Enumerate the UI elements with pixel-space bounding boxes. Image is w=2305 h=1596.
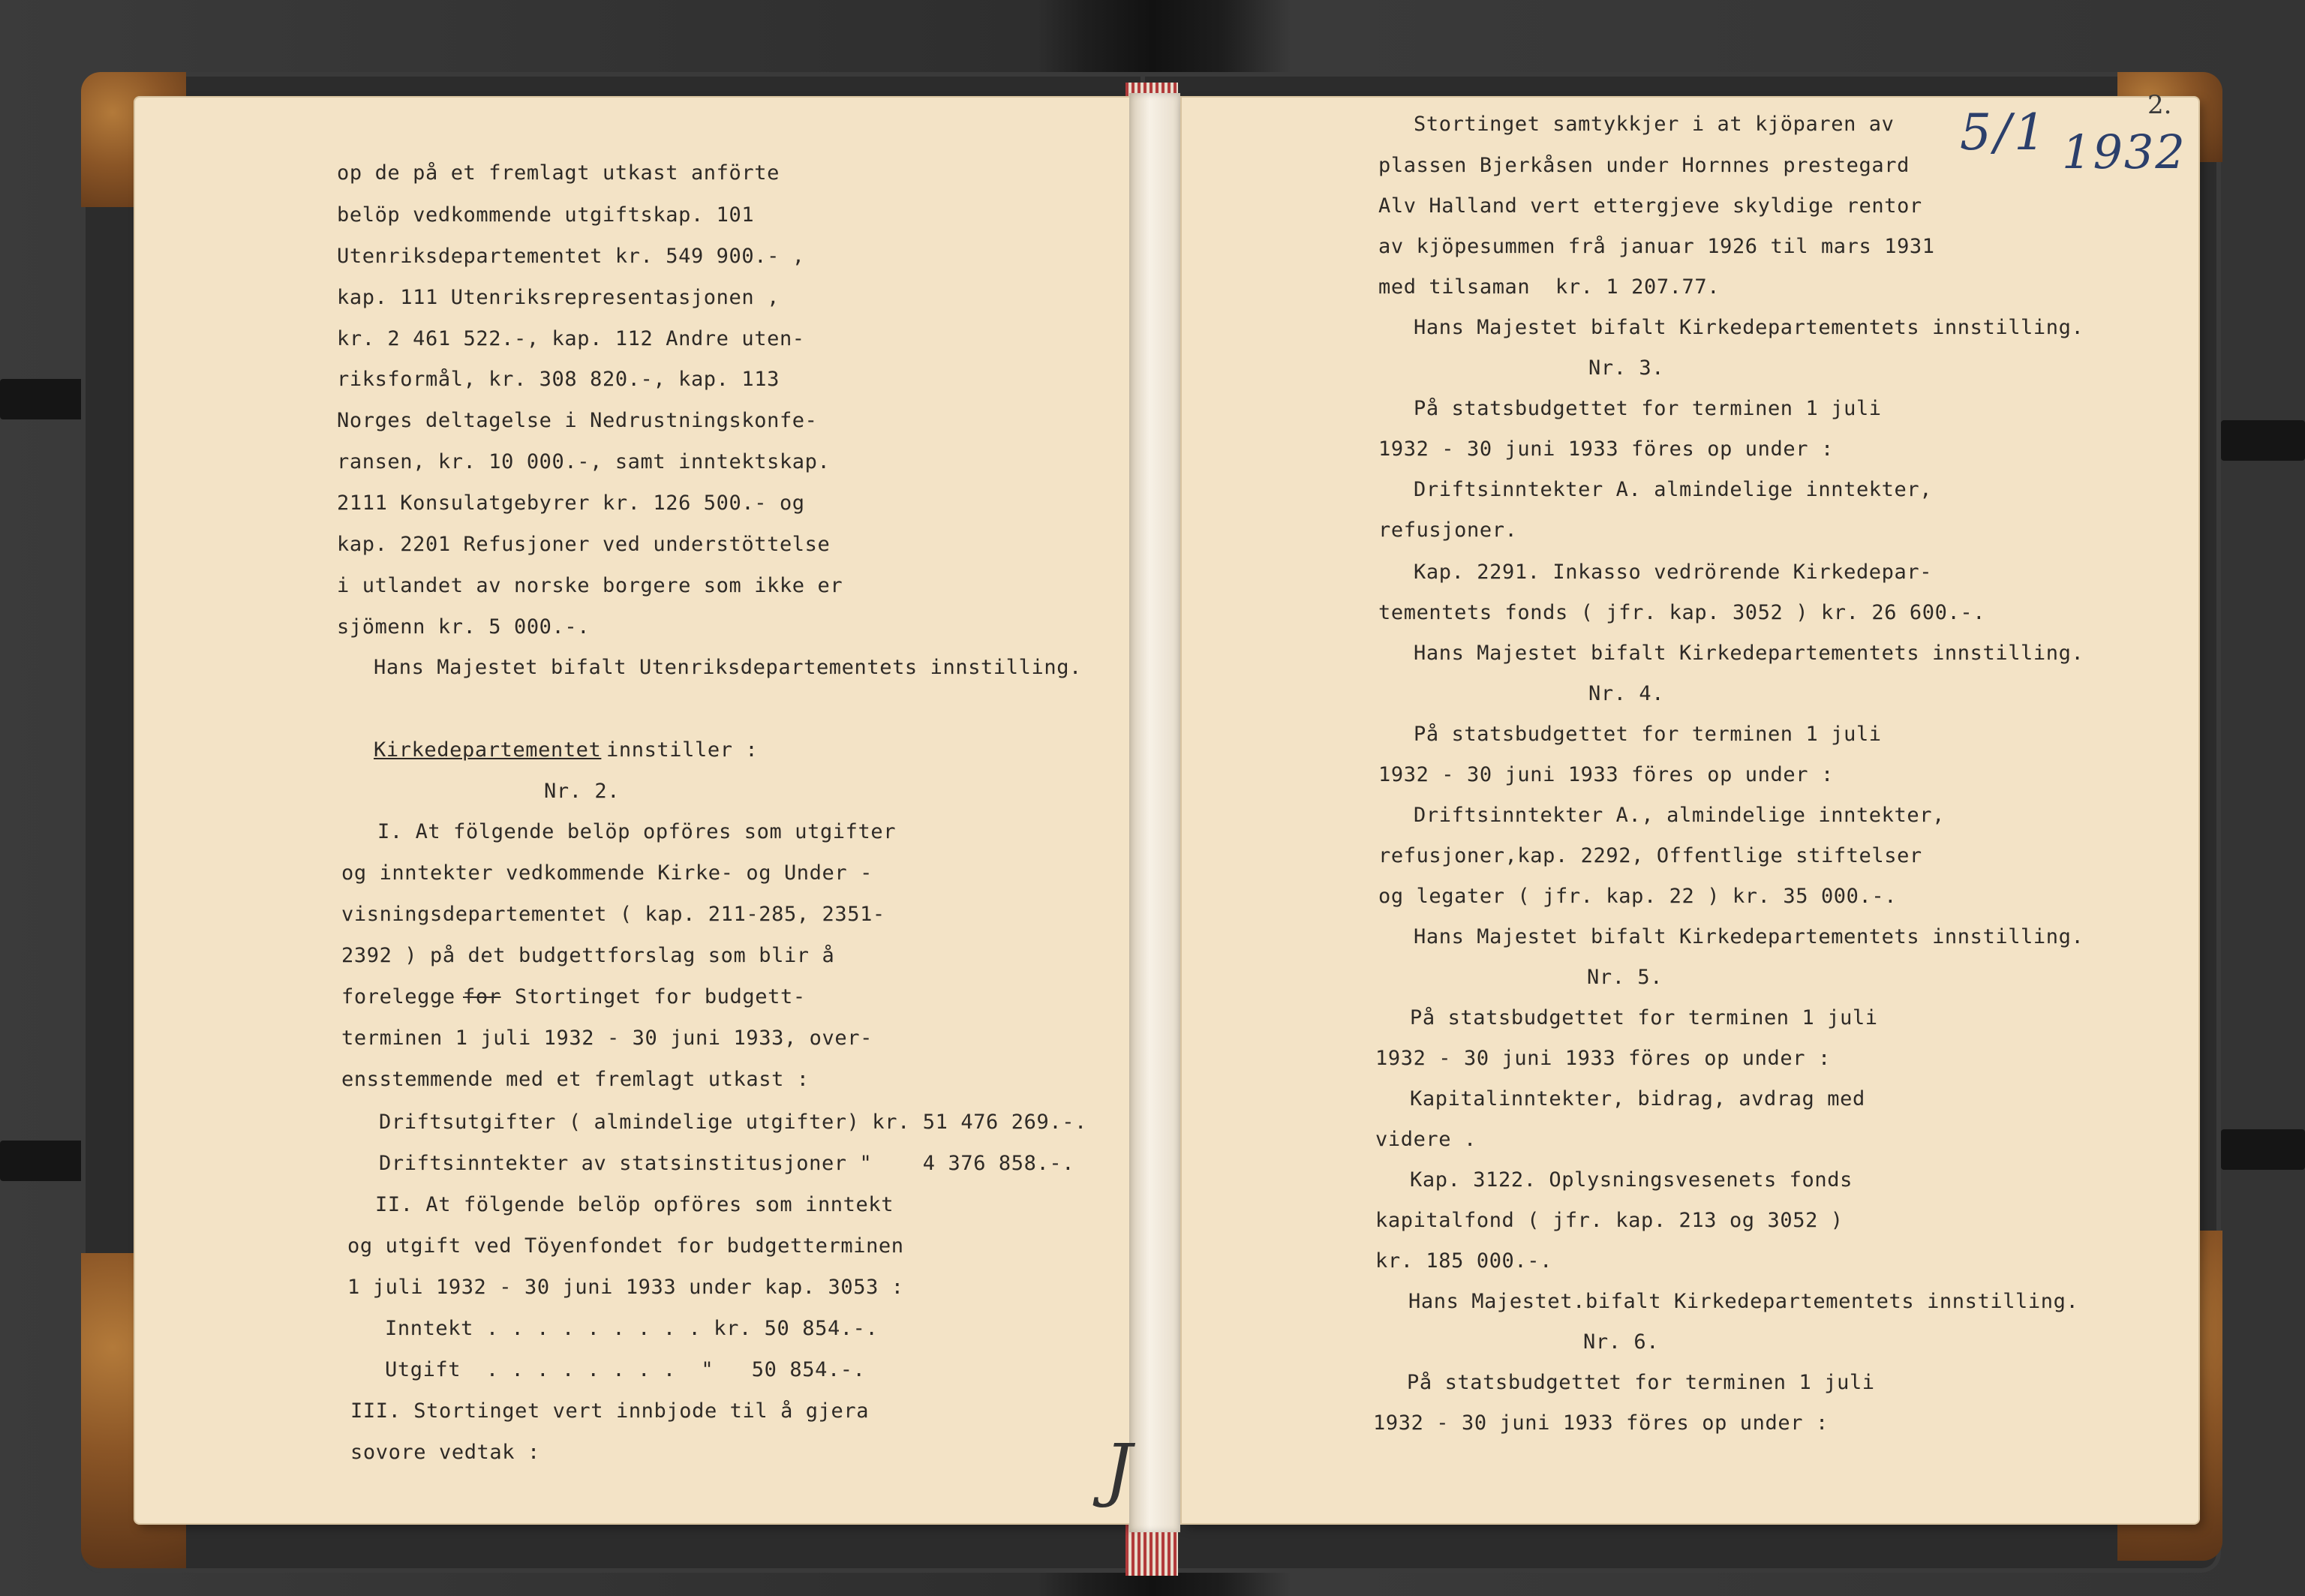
text-line: Driftsinntekter A. almindelige inntekter,: [1414, 478, 1933, 501]
text-line: og legater ( jfr. kap. 22 ) kr. 35 000.-.: [1378, 885, 1898, 908]
text-line: kr. 2 461 522.-, kap. 112 Andre uten-: [337, 327, 805, 350]
text-line: Hans Majestet bifalt Kirkedepartementets innstilling.: [1414, 316, 2084, 339]
text-line: Norges deltagelse i Nedrustningskonfe-: [337, 409, 818, 432]
text-line: Stortinget samtykkjer i at kjöparen av: [1414, 113, 1895, 136]
text-line: Kap. 3122. Oplysningsvesenets fonds: [1410, 1168, 1853, 1192]
text-line: kap. 111 Utenriksrepresentasjonen ,: [337, 286, 780, 309]
text-line: Kapitalinntekter, bidrag, avdrag med: [1410, 1087, 1865, 1111]
left-page-text: [135, 98, 1133, 1523]
right-page-text: [1182, 98, 2198, 1523]
page-gutter: [1129, 93, 1180, 1532]
text-line: kapitalfond ( jfr. kap. 213 og 3052 ): [1375, 1209, 1844, 1232]
section-number: Nr. 4.: [1588, 682, 1665, 705]
text-line: Alv Halland vert ettergjeve skyldige rentor: [1378, 194, 1922, 218]
text-line: sovore vedtak :: [350, 1441, 540, 1464]
struck-word: for: [463, 985, 501, 1008]
text-line: videre .: [1375, 1128, 1477, 1151]
text-line: 1932 - 30 juni 1933 föres op under :: [1373, 1411, 1829, 1435]
text-line: Hans Majestet bifalt Utenriksdepartementets innstilling.: [374, 656, 1082, 679]
text-line: Driftsutgifter ( almindelige utgifter) kr. 51 476 269.-.: [379, 1111, 1087, 1134]
right-page: [1182, 98, 2198, 1523]
text-line: II. At fölgende belöp opföres som inntekt: [375, 1193, 894, 1216]
text-line: På statsbudgettet for terminen 1 juli: [1414, 723, 1882, 746]
text-line: med tilsaman kr. 1 207.77.: [1378, 275, 1720, 299]
book-strap: [2221, 420, 2305, 461]
heading-kirkedepartementet: Kirkedepartementet: [374, 738, 602, 762]
section-number: Nr. 6.: [1583, 1330, 1660, 1354]
text-line: Utgift . . . . . . . . " 50 854.-.: [385, 1358, 866, 1381]
text-line: ransen, kr. 10 000.-, samt inntektskap.: [337, 450, 831, 473]
text-line: Utenriksdepartementet kr. 549 900.- ,: [337, 245, 805, 268]
text-line: Inntekt . . . . . . . . . kr. 50 854.-.: [385, 1317, 879, 1340]
section-number: Nr. 5.: [1587, 966, 1663, 989]
text-line: Kap. 2291. Inkasso vedrörende Kirkedepar-: [1414, 561, 1933, 584]
section-number: Nr. 2.: [544, 780, 621, 803]
text-line: 2111 Konsulatgebyrer kr. 126 500.- og: [337, 491, 805, 515]
text-line: Hans Majestet bifalt Kirkedepartementets innstilling.: [1414, 925, 2084, 948]
text-line: Stortinget for budgett-: [515, 985, 806, 1008]
text-line: forelegge: [341, 985, 455, 1008]
text-line: sjömenn kr. 5 000.-.: [337, 615, 591, 639]
text-line: refusjoner.: [1378, 518, 1518, 542]
section-number: Nr. 3.: [1588, 356, 1665, 380]
text-line: refusjoner,kap. 2292, Offentlige stiftelser: [1378, 844, 1922, 867]
text-line: 1 juli 1932 - 30 juni 1933 under kap. 3053 :: [347, 1276, 904, 1299]
handwritten-margin-mark: J: [1104, 1429, 1132, 1510]
text-line: På statsbudgettet for terminen 1 juli: [1407, 1371, 1875, 1394]
text-line: Driftsinntekter av statsinstitusjoner " 4 376 858.-.: [379, 1152, 1075, 1175]
text-line: i utlandet av norske borgere som ikke er: [337, 574, 843, 597]
text-line: 1932 - 30 juni 1933 föres op under :: [1378, 763, 1834, 786]
text-line: På statsbudgettet for terminen 1 juli: [1410, 1006, 1878, 1029]
text-line: kap. 2201 Refusjoner ved understöttelse: [337, 533, 831, 556]
text-line: og utgift ved Töyenfondet for budgetterminen: [347, 1234, 904, 1258]
handwritten-date: 5/1: [1960, 104, 2049, 161]
text-line: av kjöpesummen frå januar 1926 til mars 1931: [1378, 235, 1935, 258]
text-line: Hans Majestet.bifalt Kirkedepartementets innstilling.: [1408, 1290, 2079, 1313]
page-number: 2.: [2147, 90, 2172, 120]
text-line: kr. 185 000.-.: [1375, 1249, 1552, 1273]
text-line: Hans Majestet bifalt Kirkedepartementets innstilling.: [1414, 642, 2084, 665]
text-line: 2392 ) på det budgettforslag som blir å: [341, 944, 835, 967]
text-line: Driftsinntekter A., almindelige inntekter,: [1414, 804, 1945, 827]
book-strap: [2221, 1129, 2305, 1170]
text-line: 1932 - 30 juni 1933 föres op under :: [1375, 1047, 1831, 1070]
handwritten-year: 1932: [2062, 125, 2186, 179]
left-page: [135, 98, 1133, 1523]
text-line: riksformål, kr. 308 820.-, kap. 113: [337, 368, 780, 391]
text-line: innstiller :: [606, 738, 759, 762]
text-line: III. Stortinget vert innbjode til å gjera: [350, 1399, 870, 1423]
text-line: og inntekter vedkommende Kirke- og Under -: [341, 861, 873, 885]
text-line: ensstemmende med et fremlagt utkast :: [341, 1068, 810, 1091]
text-line: plassen Bjerkåsen under Hornnes prestegard: [1378, 154, 1910, 177]
text-line: På statsbudgettet for terminen 1 juli: [1414, 397, 1882, 420]
text-line: tementets fonds ( jfr. kap. 3052 ) kr. 26 600.-.: [1378, 601, 1986, 624]
text-line: op de på et fremlagt utkast anförte: [337, 161, 780, 185]
text-line: I. At fölgende belöp opföres som utgifter: [377, 820, 897, 843]
text-line: visningsdepartementet ( kap. 211-285, 2351-: [341, 903, 885, 926]
text-line: belöp vedkommende utgiftskap. 101: [337, 203, 755, 227]
text-line: 1932 - 30 juni 1933 föres op under :: [1378, 437, 1834, 461]
text-line: terminen 1 juli 1932 - 30 juni 1933, over-: [341, 1026, 873, 1050]
